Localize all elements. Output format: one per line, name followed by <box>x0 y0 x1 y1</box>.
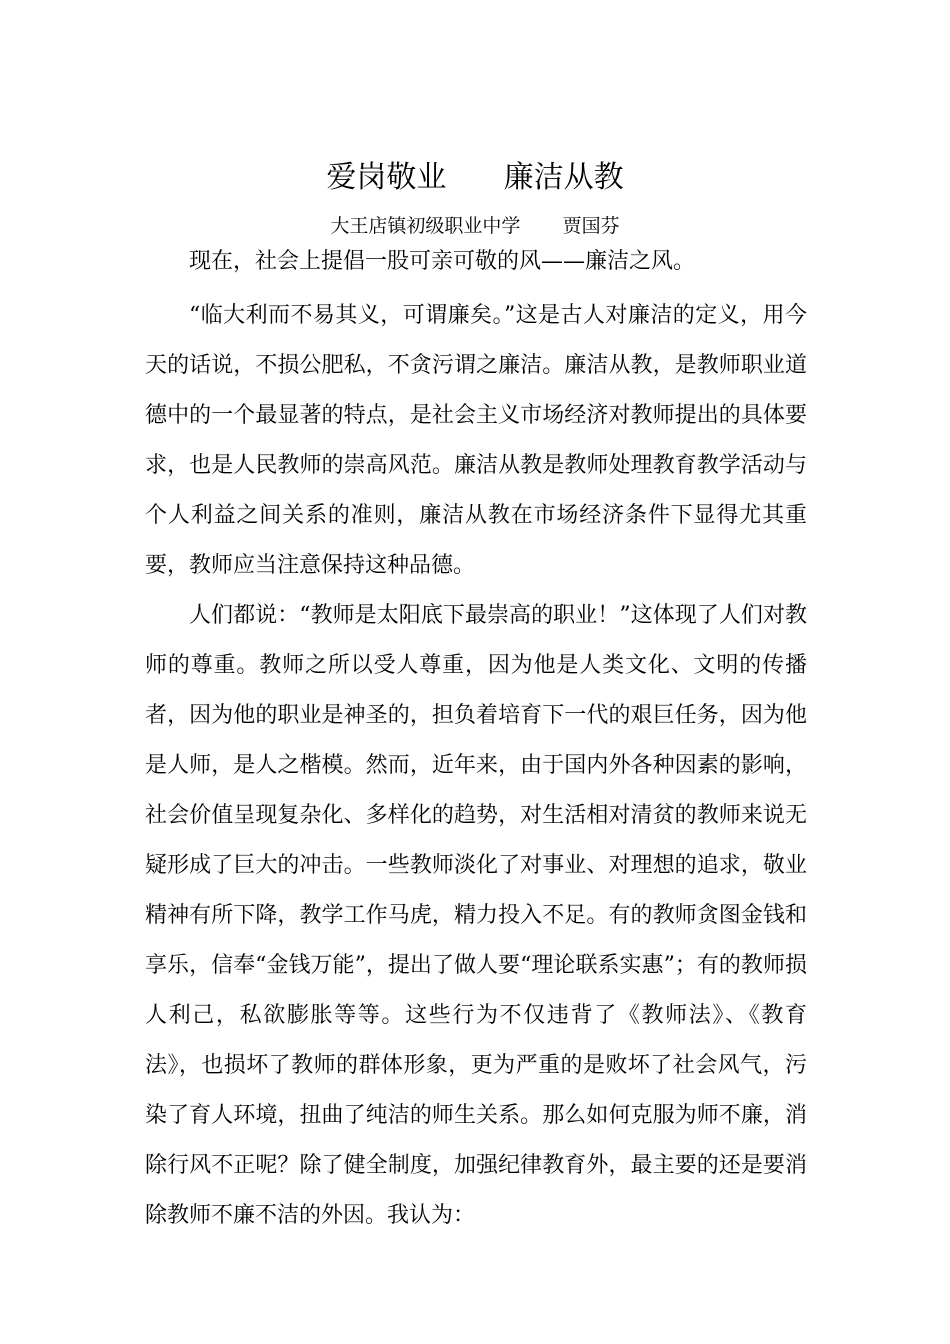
document-title: 爱岗敬业 廉洁从教 <box>326 160 624 195</box>
paragraph-1: 现在，社会上提倡一股可亲可敬的风——廉洁之风。 <box>189 249 696 274</box>
document-body <box>145 241 807 1241</box>
paragraph-3: 人们都说：“教师是太阳底下最崇高的职业！”这体现了人们对教师的尊重。教师之所以受人尊重，因为他是人类文化、文明的传播者，因为他的职业是神圣的，担负着培育下一代的艰巨任务，因为他是人师，是人之楷模。然而，近年来，由于国内外各种因素的影响，社会价值呈现复杂化、多样化的趋势，对生活相对清贫的教师来说无疑形成了巨大的冲击。一些教师淡化了对事业、对理想的追求，敬业精神有所下降，教学工作马虎，精力投入不足。有的教师贪图金钱和享乐，信奉“金钱万能”，提出了做人要“理论联系实惠”；有的教师损人利己，私欲膨胀等等。这些行为不仅违背了《教师法》、《教育法》，也损坏了教师的群体形象，更为严重的是败坏了社会风气，污染了育人环境，扭曲了纯洁的师生关系。那么如何克服为师不廉，消除行风不正呢？除了健全制度，加强纪律教育外，最主要的还是要消除教师不廉不洁的外因。我认为： <box>145 603 807 1228</box>
document-subtitle: 大王店镇初级职业中学 贾国芬 <box>330 215 620 237</box>
paragraph-2: “临大利而不易其义，可谓廉矣。”这是古人对廉洁的定义，用今天的话说，不损公肥私，不贪污谓之廉洁。廉洁从教，是教师职业道德中的一个最显著的特点，是社会主义市场经济对教师提出的具体要求，也是人民教师的崇高风范。廉洁从教是教师处理教育教学活动与个人利益之间关系的准则，廉洁从教在市场经济条件下显得尤其重要，教师应当注意保持这种品德。 <box>145 303 807 578</box>
